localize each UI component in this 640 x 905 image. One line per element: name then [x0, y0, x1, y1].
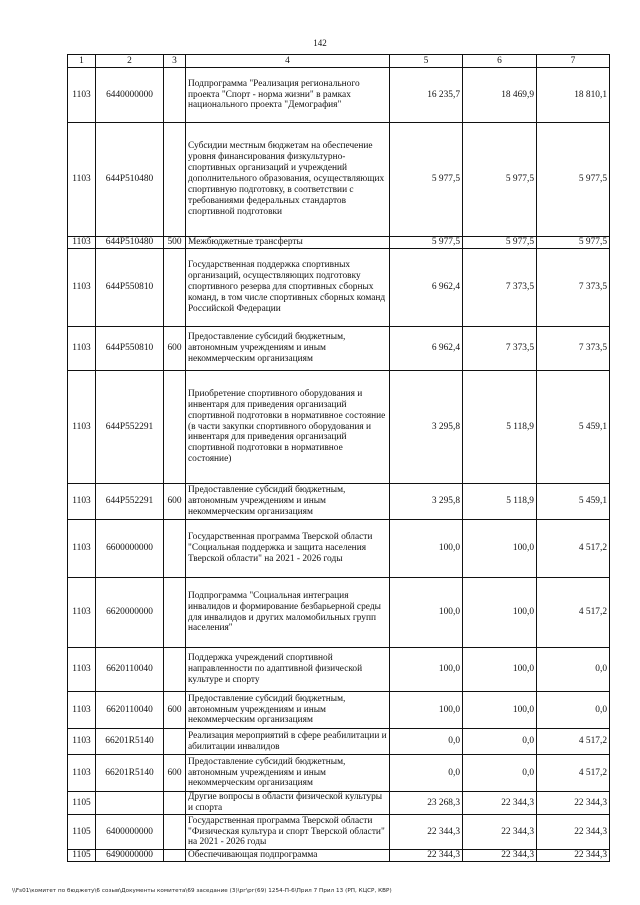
item-name-cell: Предоставление субсидий бюджетным, автономным учреждениям и иным некоммерческим организациям	[186, 755, 390, 792]
value-cell: 3 295,8	[390, 371, 463, 484]
section-cell: 1103	[68, 68, 96, 123]
section-cell: 1103	[68, 123, 96, 237]
target-code-cell: 6620110040	[96, 648, 164, 692]
table-row	[68, 729, 610, 755]
section-cell: 1103	[68, 755, 96, 792]
table-row	[68, 815, 610, 850]
expense-type-cell: 600	[164, 692, 186, 729]
value-cell: 22 344,3	[463, 792, 537, 815]
target-code-cell: 66201R5140	[96, 755, 164, 792]
value-cell: 0,0	[390, 755, 463, 792]
target-code-cell	[96, 792, 164, 815]
value-cell: 3 295,8	[390, 484, 463, 520]
value-cell: 100,0	[463, 648, 537, 692]
table-row	[68, 692, 610, 729]
value-cell: 7 373,5	[537, 249, 610, 327]
expense-type-cell	[164, 815, 186, 850]
item-name-cell: Предоставление субсидий бюджетным, автономным учреждениям и иным некоммерческим организациям	[186, 484, 390, 520]
section-cell: 1103	[68, 578, 96, 648]
header-cell: 7	[537, 55, 610, 68]
value-cell: 18 469,9	[463, 68, 537, 123]
target-code-cell: 6400000000	[96, 815, 164, 850]
target-code-cell: 6620110040	[96, 692, 164, 729]
value-cell: 5 977,5	[463, 123, 537, 237]
section-cell: 1103	[68, 648, 96, 692]
target-code-cell: 644P510480	[96, 123, 164, 237]
table-row	[68, 371, 610, 484]
header-cell: 2	[96, 55, 164, 68]
table-row	[68, 327, 610, 371]
table-row	[68, 484, 610, 520]
value-cell: 5 977,5	[390, 123, 463, 237]
table-row	[68, 578, 610, 648]
section-cell: 1105	[68, 815, 96, 850]
value-cell: 5 459,1	[537, 371, 610, 484]
section-cell: 1103	[68, 237, 96, 249]
item-name-cell: Предоставление субсидий бюджетным, автономным учреждениям и иным некоммерческим организациям	[186, 327, 390, 371]
section-cell: 1103	[68, 729, 96, 755]
table-row	[68, 249, 610, 327]
item-name-cell: Приобретение спортивного оборудования и инвентаря для приведения организаций спортивной подготовки в нормативное состояние (в части закупки спортивного оборудования и инвентаря для приведения организаций спортивной подготовки в нормативное состояние)	[186, 371, 390, 484]
value-cell: 100,0	[463, 692, 537, 729]
value-cell: 0,0	[463, 729, 537, 755]
expense-type-cell	[164, 578, 186, 648]
value-cell: 22 344,3	[390, 850, 463, 862]
table-row	[68, 520, 610, 578]
value-cell: 22 344,3	[463, 850, 537, 862]
value-cell: 0,0	[537, 648, 610, 692]
header-cell: 6	[463, 55, 537, 68]
value-cell: 5 118,9	[463, 484, 537, 520]
page-number: 142	[313, 38, 327, 48]
value-cell: 100,0	[390, 578, 463, 648]
value-cell: 0,0	[390, 729, 463, 755]
expense-type-cell	[164, 249, 186, 327]
target-code-cell: 644P552291	[96, 484, 164, 520]
expense-type-cell	[164, 792, 186, 815]
section-cell: 1105	[68, 792, 96, 815]
item-name-cell: Поддержка учреждений спортивной направленности по адаптивной физической культуре и спорту	[186, 648, 390, 692]
expense-type-cell: 600	[164, 327, 186, 371]
value-cell: 4 517,2	[537, 520, 610, 578]
item-name-cell: Субсидии местным бюджетам на обеспечение уровня финансирования физкультурно-спортивных организаций и учреждений дополнительного образования, осуществляющих спортивную подготовку, в соответствии с требованиями федеральных стандартов спортивной подготовки	[186, 123, 390, 237]
value-cell: 23 268,3	[390, 792, 463, 815]
value-cell: 100,0	[463, 578, 537, 648]
target-code-cell: 6440000000	[96, 68, 164, 123]
value-cell: 22 344,3	[390, 815, 463, 850]
value-cell: 4 517,2	[537, 578, 610, 648]
value-cell: 0,0	[463, 755, 537, 792]
expense-type-cell: 500	[164, 237, 186, 249]
table-row	[68, 850, 610, 862]
value-cell: 22 344,3	[537, 850, 610, 862]
value-cell: 5 118,9	[463, 371, 537, 484]
value-cell: 4 517,2	[537, 755, 610, 792]
item-name-cell: Другие вопросы в области физической культуры и спорта	[186, 792, 390, 815]
expense-type-cell	[164, 520, 186, 578]
value-cell: 7 373,5	[537, 327, 610, 371]
item-name-cell: Государственная программа Тверской области "Социальная поддержка и защита населения Тверской области" на 2021 - 2026 годы	[186, 520, 390, 578]
value-cell: 100,0	[390, 692, 463, 729]
expense-type-cell	[164, 850, 186, 862]
value-cell: 16 235,7	[390, 68, 463, 123]
value-cell: 5 977,5	[463, 237, 537, 249]
item-name-cell: Предоставление субсидий бюджетным, автономным учреждениям и иным некоммерческим организациям	[186, 692, 390, 729]
value-cell: 6 962,4	[390, 327, 463, 371]
item-name-cell: Государственная поддержка спортивных организаций, осуществляющих подготовку спортивного резерва для спортивных сборных команд, в том числе спортивных сборных команд Российской Федерации	[186, 249, 390, 327]
header-cell: 1	[68, 55, 96, 68]
value-cell: 7 373,5	[463, 327, 537, 371]
section-cell: 1103	[68, 371, 96, 484]
header-cell: 3	[164, 55, 186, 68]
table-row	[68, 792, 610, 815]
table-row	[68, 123, 610, 237]
value-cell: 100,0	[390, 520, 463, 578]
value-cell: 0,0	[537, 692, 610, 729]
item-name-cell: Государственная программа Тверской области "Физическая культура и спорт Тверской области" на 2021 - 2026 годы	[186, 815, 390, 850]
expense-type-cell	[164, 729, 186, 755]
budget-table	[67, 54, 610, 862]
value-cell: 6 962,4	[390, 249, 463, 327]
expense-type-cell: 600	[164, 755, 186, 792]
section-cell: 1103	[68, 484, 96, 520]
value-cell: 22 344,3	[537, 815, 610, 850]
section-cell: 1103	[68, 249, 96, 327]
target-code-cell: 66201R5140	[96, 729, 164, 755]
expense-type-cell	[164, 123, 186, 237]
expense-type-cell	[164, 371, 186, 484]
header-row	[68, 55, 610, 68]
value-cell: 100,0	[463, 520, 537, 578]
section-cell: 1103	[68, 520, 96, 578]
file-path-footer: \\Fs01\комитет по бюджету\6 созыв\Документы комитета\69 заседание (3)\рг\рг(69) 1254-П-6\Прил 7 Прил 13 (РП, КЦСР, КВР)	[12, 888, 392, 894]
header-cell: 4	[186, 55, 390, 68]
value-cell: 5 977,5	[390, 237, 463, 249]
target-code-cell: 6600000000	[96, 520, 164, 578]
target-code-cell: 644P550810	[96, 249, 164, 327]
value-cell: 4 517,2	[537, 729, 610, 755]
value-cell: 100,0	[390, 648, 463, 692]
header-cell: 5	[390, 55, 463, 68]
section-cell: 1103	[68, 327, 96, 371]
expense-type-cell	[164, 648, 186, 692]
expense-type-cell: 600	[164, 484, 186, 520]
target-code-cell: 6490000000	[96, 850, 164, 862]
target-code-cell: 644P510480	[96, 237, 164, 249]
expense-type-cell	[164, 68, 186, 123]
table-row	[68, 68, 610, 123]
item-name-cell: Обеспечивающая подпрограмма	[186, 850, 390, 862]
value-cell: 7 373,5	[463, 249, 537, 327]
item-name-cell: Реализация мероприятий в сфере реабилитации и абилитации инвалидов	[186, 729, 390, 755]
section-cell: 1103	[68, 692, 96, 729]
target-code-cell: 6620000000	[96, 578, 164, 648]
item-name-cell: Подпрограмма "Реализация регионального проекта "Спорт - норма жизни" в рамках национального проекта "Демография"	[186, 68, 390, 123]
target-code-cell: 644P552291	[96, 371, 164, 484]
value-cell: 18 810,1	[537, 68, 610, 123]
target-code-cell: 644P550810	[96, 327, 164, 371]
value-cell: 22 344,3	[537, 792, 610, 815]
table-row	[68, 755, 610, 792]
table-row	[68, 237, 610, 249]
section-cell: 1105	[68, 850, 96, 862]
item-name-cell: Межбюджетные трансферты	[186, 237, 390, 249]
value-cell: 5 977,5	[537, 123, 610, 237]
value-cell: 5 977,5	[537, 237, 610, 249]
value-cell: 22 344,3	[463, 815, 537, 850]
value-cell: 5 459,1	[537, 484, 610, 520]
item-name-cell: Подпрограмма "Социальная интеграция инвалидов и формирование безбарьерной среды для инвалидов и других маломобильных групп населения"	[186, 578, 390, 648]
table-row	[68, 648, 610, 692]
